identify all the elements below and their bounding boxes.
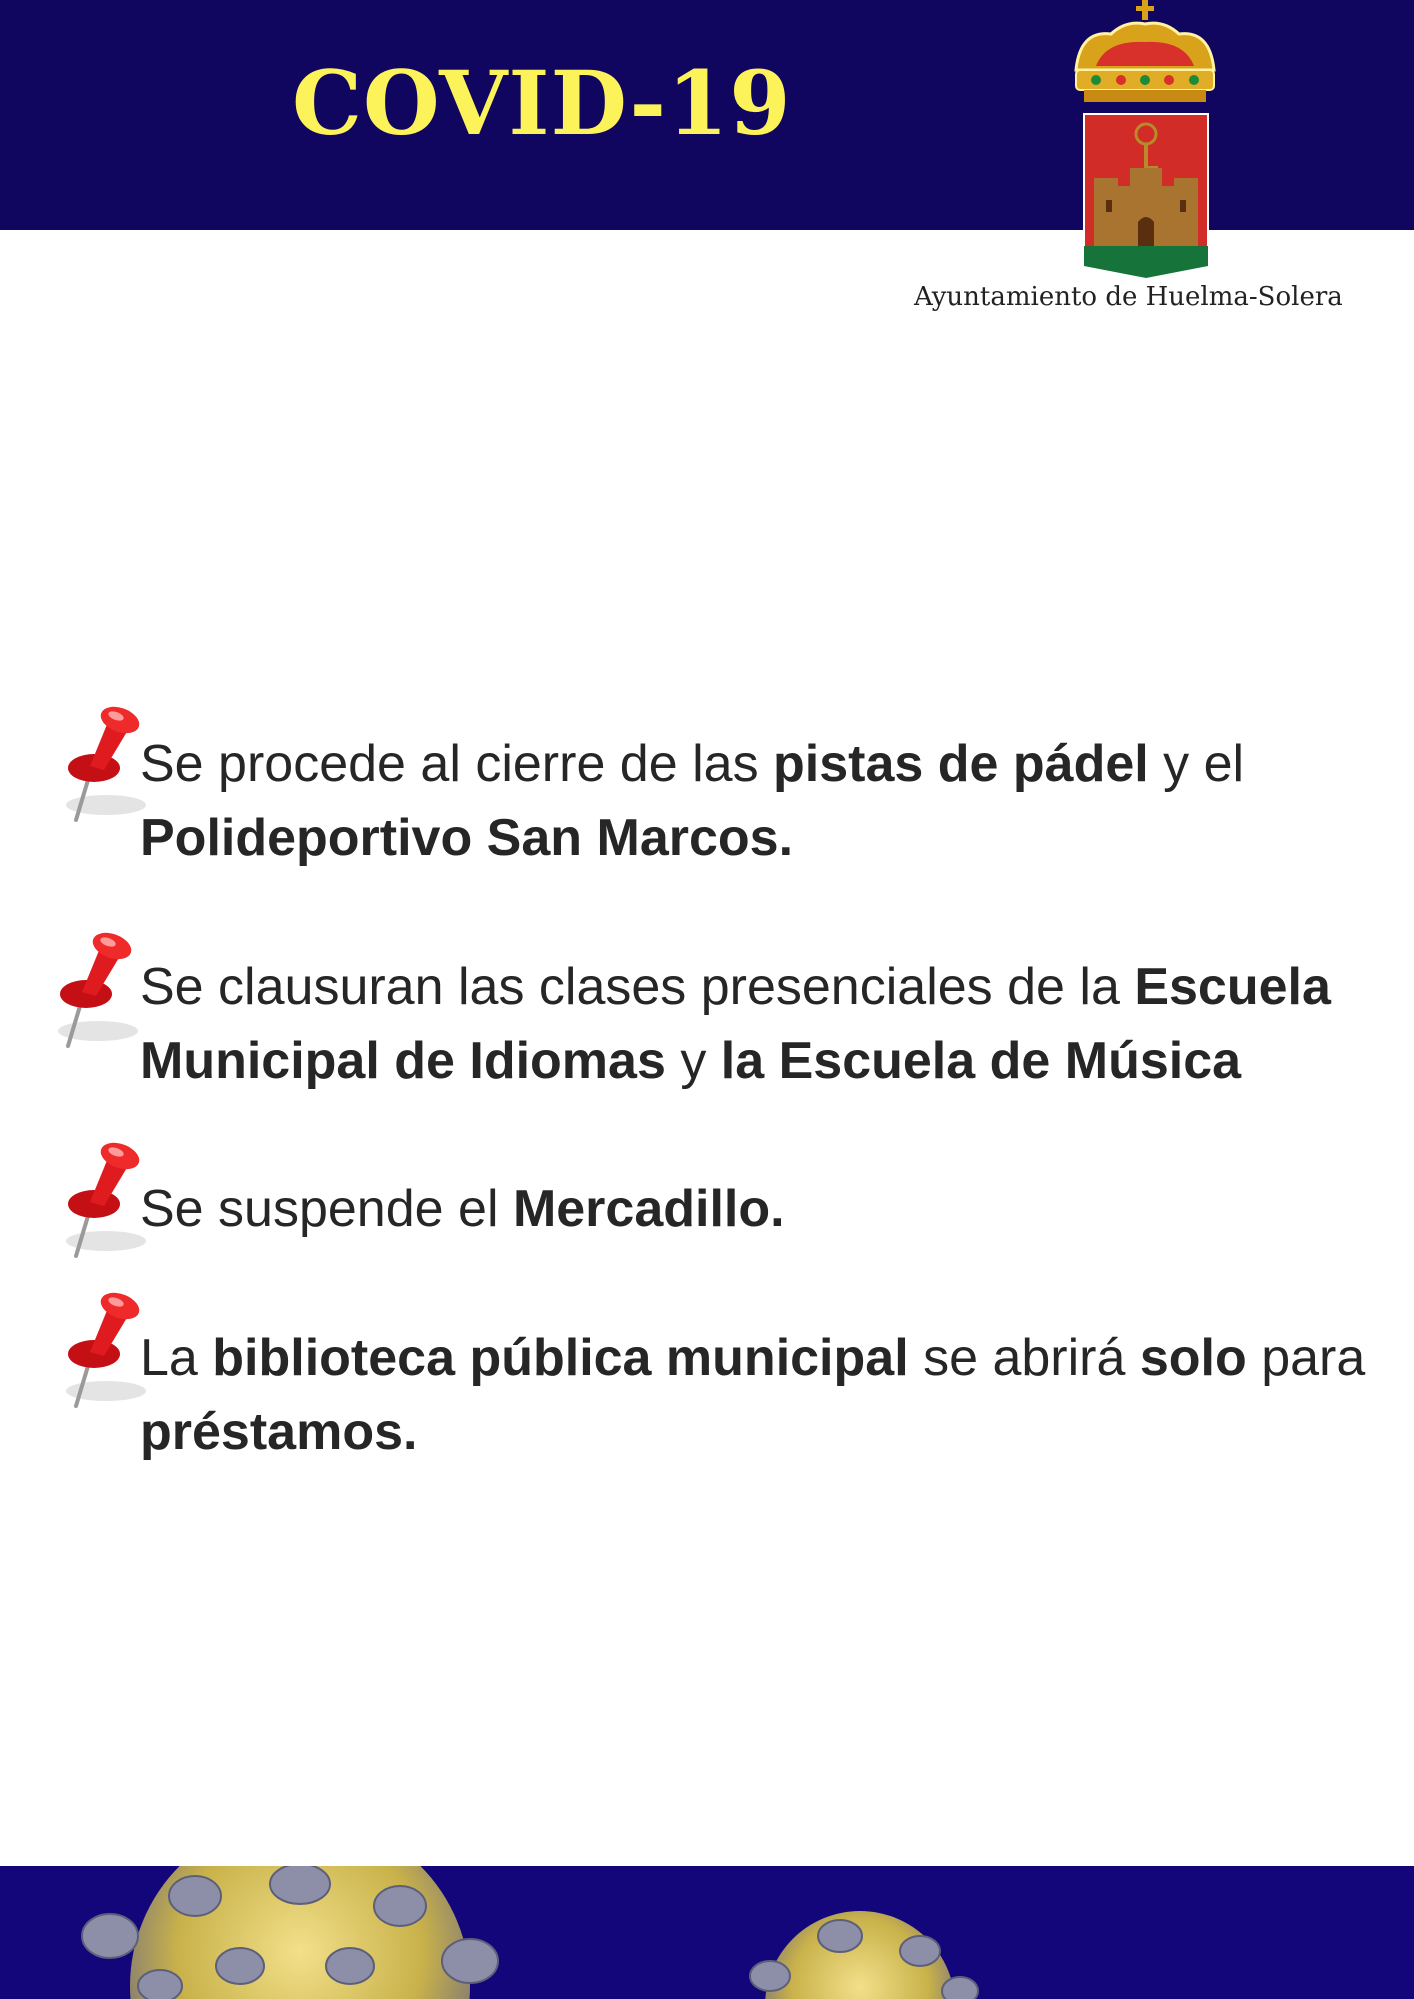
- footer-banner: [0, 1866, 1414, 1999]
- notice-item: Se procede al cierre de las pistas de pádel y el Polideportivo San Marcos.: [140, 735, 1245, 867]
- notice-item: La biblioteca pública municipal se abrirá solo para préstamos.: [140, 1329, 1366, 1461]
- page-title: COVID-19: [292, 51, 792, 155]
- organization-name: Ayuntamiento de Huelma-Solera: [914, 282, 1343, 312]
- pushpin-icon: [48, 926, 148, 1076]
- notice-item: Se suspende el Mercadillo.: [140, 1180, 785, 1238]
- notice-item: Se clausuran las clases presenciales de la Escuela Municipal de Idiomas y la Escuela de Música: [140, 958, 1331, 1090]
- coat-of-arms-icon: [1066, 0, 1226, 282]
- virus-icon: [0, 1866, 1414, 1999]
